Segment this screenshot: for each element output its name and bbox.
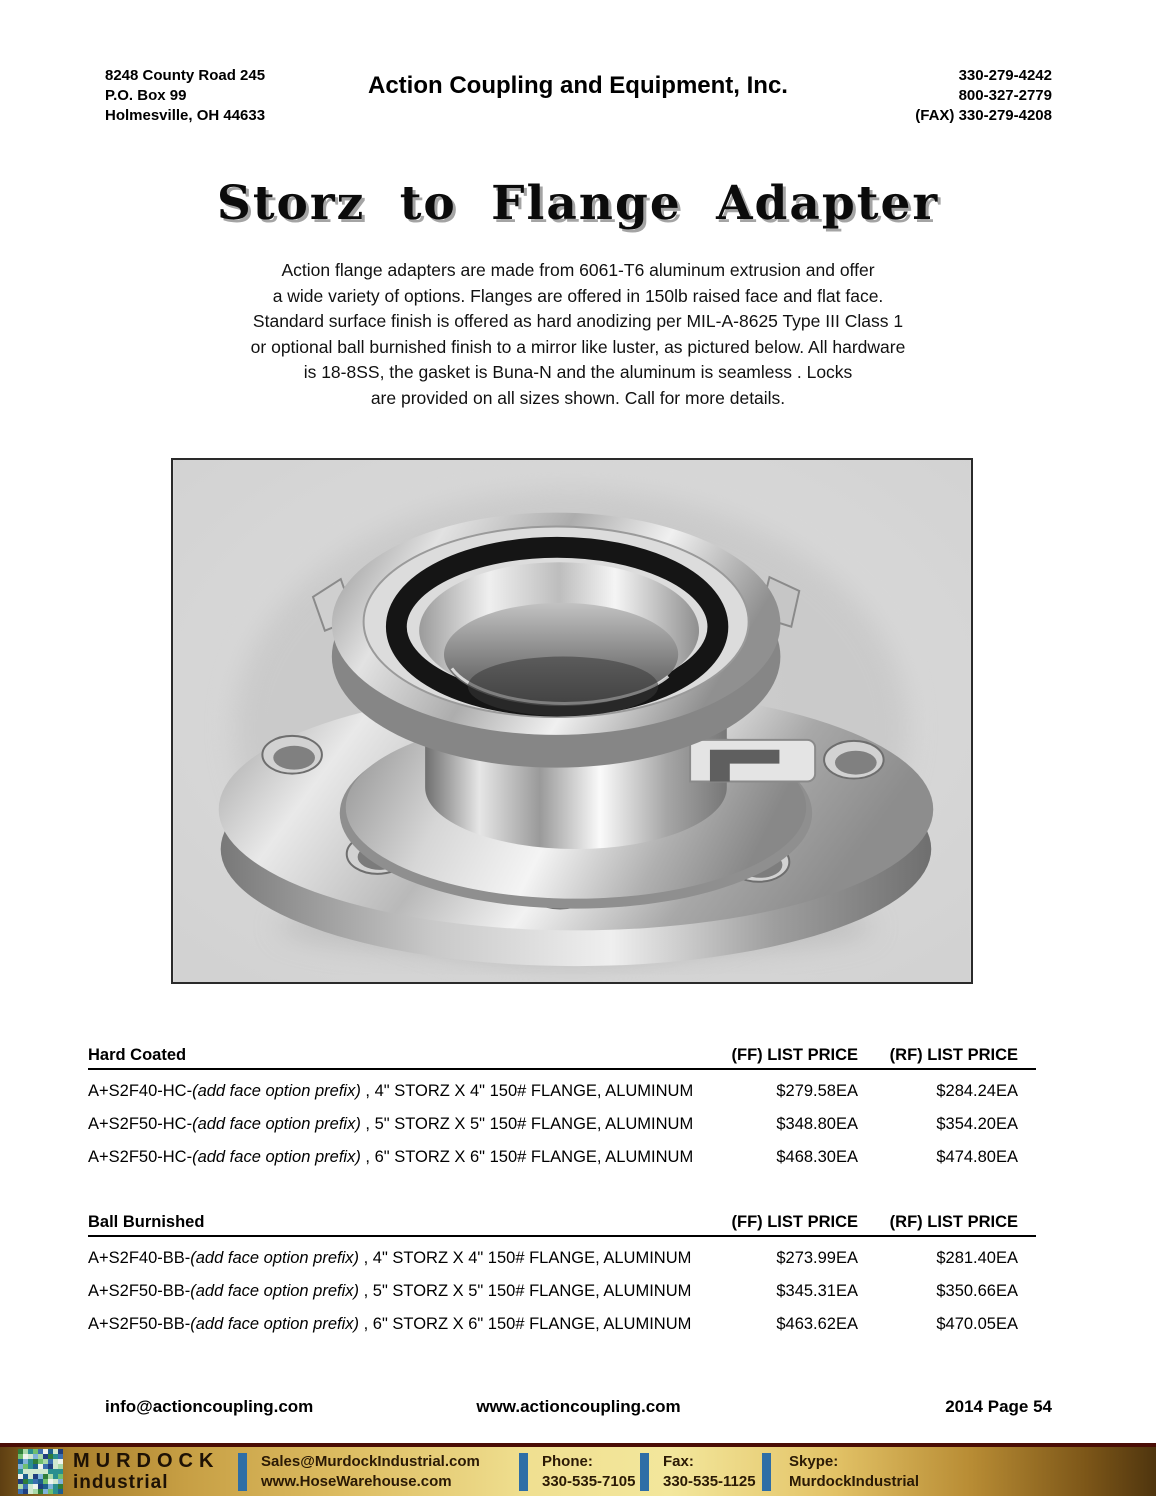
price-table-ball-burnished bbox=[88, 1213, 1036, 1336]
intro-line: Action flange adapters are made from 6061-T6 aluminum extrusion and offer bbox=[281, 260, 875, 280]
column-header-rf: (RF) LIST PRICE bbox=[889, 1213, 1018, 1231]
section-title: Hard Coated bbox=[88, 1046, 187, 1064]
part-description: , 4" STORZ X 4" 150# FLANGE, ALUMINUM bbox=[360, 1082, 694, 1100]
rf-price: $470.05EA bbox=[936, 1315, 1018, 1333]
table-row bbox=[88, 1282, 1036, 1303]
intro-paragraph bbox=[0, 258, 1156, 411]
table-row bbox=[88, 1115, 1036, 1136]
face-option-note: (add face option prefix) bbox=[190, 1315, 360, 1333]
address-line-2: P.O. Box 99 bbox=[105, 87, 187, 104]
fax-value: 330-535-1125 bbox=[663, 1472, 756, 1490]
phone-contact bbox=[528, 1452, 640, 1492]
page-footer bbox=[105, 1397, 1052, 1421]
face-option-note: (add face option prefix) bbox=[190, 1249, 360, 1267]
intro-line: or optional ball burnished finish to a mirror like luster, as pictured below. All hardware bbox=[250, 336, 906, 357]
face-option-note: (add face option prefix) bbox=[190, 1282, 360, 1300]
fax-contact bbox=[649, 1452, 762, 1492]
column-header-rf: (RF) LIST PRICE bbox=[889, 1046, 1018, 1064]
warehouse-website-link[interactable]: www.HoseWarehouse.com bbox=[261, 1472, 452, 1490]
rf-price: $474.80EA bbox=[936, 1148, 1018, 1166]
phone-number-1: 330-279-4242 bbox=[958, 67, 1052, 84]
divider bbox=[640, 1453, 649, 1491]
ff-price: $279.58EA bbox=[776, 1082, 858, 1100]
fax-number: (FAX) 330-279-4208 bbox=[915, 107, 1052, 124]
column-header-ff: (FF) LIST PRICE bbox=[731, 1046, 858, 1064]
product-image bbox=[171, 458, 973, 984]
storz-adapter-illustration bbox=[173, 460, 971, 982]
divider bbox=[519, 1453, 528, 1491]
sales-email-link[interactable]: Sales@MurdockIndustrial.com bbox=[261, 1452, 480, 1470]
part-description: , 5" STORZ X 5" 150# FLANGE, ALUMINUM bbox=[360, 1115, 694, 1133]
section-title: Ball Burnished bbox=[88, 1213, 205, 1231]
table-row bbox=[88, 1249, 1036, 1270]
part-description: , 6" STORZ X 6" 150# FLANGE, ALUMINUM bbox=[359, 1315, 692, 1333]
skype-value: MurdockIndustrial bbox=[789, 1472, 920, 1490]
murdock-logo-mosaic bbox=[18, 1449, 63, 1494]
phone-label: Phone: bbox=[542, 1452, 593, 1470]
brand-subtitle: industrial bbox=[73, 1472, 169, 1493]
intro-line: is 18-8SS, the gasket is Buna-N and the aluminum is seamless . Locks bbox=[303, 362, 853, 382]
phone-number-2: 800-327-2779 bbox=[958, 87, 1052, 104]
ff-price: $463.62EA bbox=[776, 1315, 858, 1333]
part-description: , 5" STORZ X 5" 150# FLANGE, ALUMINUM bbox=[359, 1282, 692, 1300]
part-number: A+S2F40-BB- bbox=[88, 1249, 191, 1267]
divider bbox=[238, 1453, 247, 1491]
part-number: A+S2F50-HC- bbox=[88, 1115, 193, 1133]
table-header bbox=[88, 1213, 1036, 1237]
footer-website-link[interactable]: www.actioncoupling.com bbox=[476, 1397, 681, 1416]
company-phones bbox=[915, 66, 1052, 126]
face-option-note: (add face option prefix) bbox=[192, 1082, 361, 1100]
intro-line: a wide variety of options. Flanges are offered in 150lb raised face and flat face. bbox=[272, 285, 884, 306]
face-option-note: (add face option prefix) bbox=[192, 1115, 361, 1133]
ff-price: $345.31EA bbox=[776, 1282, 858, 1300]
rf-price: $350.66EA bbox=[936, 1282, 1018, 1300]
table-header bbox=[88, 1046, 1036, 1070]
lock-lever bbox=[690, 740, 815, 782]
brand-name: MURDOCK bbox=[73, 1450, 220, 1472]
table-row bbox=[88, 1315, 1036, 1336]
part-description: , 4" STORZ X 4" 150# FLANGE, ALUMINUM bbox=[359, 1249, 692, 1267]
part-number: A+S2F50-HC- bbox=[88, 1148, 193, 1166]
ff-price: $468.30EA bbox=[776, 1148, 858, 1166]
part-number: A+S2F50-BB- bbox=[88, 1315, 191, 1333]
address-line-3: Holmesville, OH 44633 bbox=[105, 107, 266, 124]
address-line-1: 8248 County Road 245 bbox=[105, 67, 266, 84]
phone-value: 330-535-7105 bbox=[542, 1472, 636, 1490]
part-description: , 6" STORZ X 6" 150# FLANGE, ALUMINUM bbox=[360, 1148, 694, 1166]
part-number: A+S2F50-BB- bbox=[88, 1282, 191, 1300]
divider bbox=[762, 1453, 771, 1491]
ff-price: $273.99EA bbox=[776, 1249, 858, 1267]
part-number: A+S2F40-HC- bbox=[88, 1082, 193, 1100]
column-header-ff: (FF) LIST PRICE bbox=[731, 1213, 858, 1231]
skype-label: Skype: bbox=[789, 1452, 839, 1470]
rf-price: $354.20EA bbox=[936, 1115, 1018, 1133]
face-option-note: (add face option prefix) bbox=[192, 1148, 361, 1166]
murdock-brand-bar bbox=[0, 1443, 1156, 1496]
price-table-hard-coated bbox=[88, 1046, 1036, 1169]
page-title: Storz to Flange Adapter bbox=[216, 176, 940, 231]
table-row bbox=[88, 1082, 1036, 1103]
rf-price: $284.24EA bbox=[936, 1082, 1018, 1100]
ff-price: $348.80EA bbox=[776, 1115, 858, 1133]
intro-line: Standard surface finish is offered as hard anodizing per MIL-A-8625 Type III Class 1 bbox=[252, 311, 904, 331]
company-name: Action Coupling and Equipment, Inc. bbox=[368, 72, 788, 99]
footer-email-link[interactable]: info@actioncoupling.com bbox=[105, 1397, 314, 1416]
fax-label: Fax: bbox=[663, 1452, 694, 1470]
page-number: 2014 Page 54 bbox=[945, 1397, 1052, 1416]
table-row bbox=[88, 1148, 1036, 1169]
murdock-brand bbox=[73, 1451, 238, 1492]
skype-contact bbox=[771, 1452, 931, 1492]
intro-line: are provided on all sizes shown. Call for more details. bbox=[370, 387, 786, 408]
sales-contact bbox=[247, 1452, 519, 1492]
rf-price: $281.40EA bbox=[936, 1249, 1018, 1267]
